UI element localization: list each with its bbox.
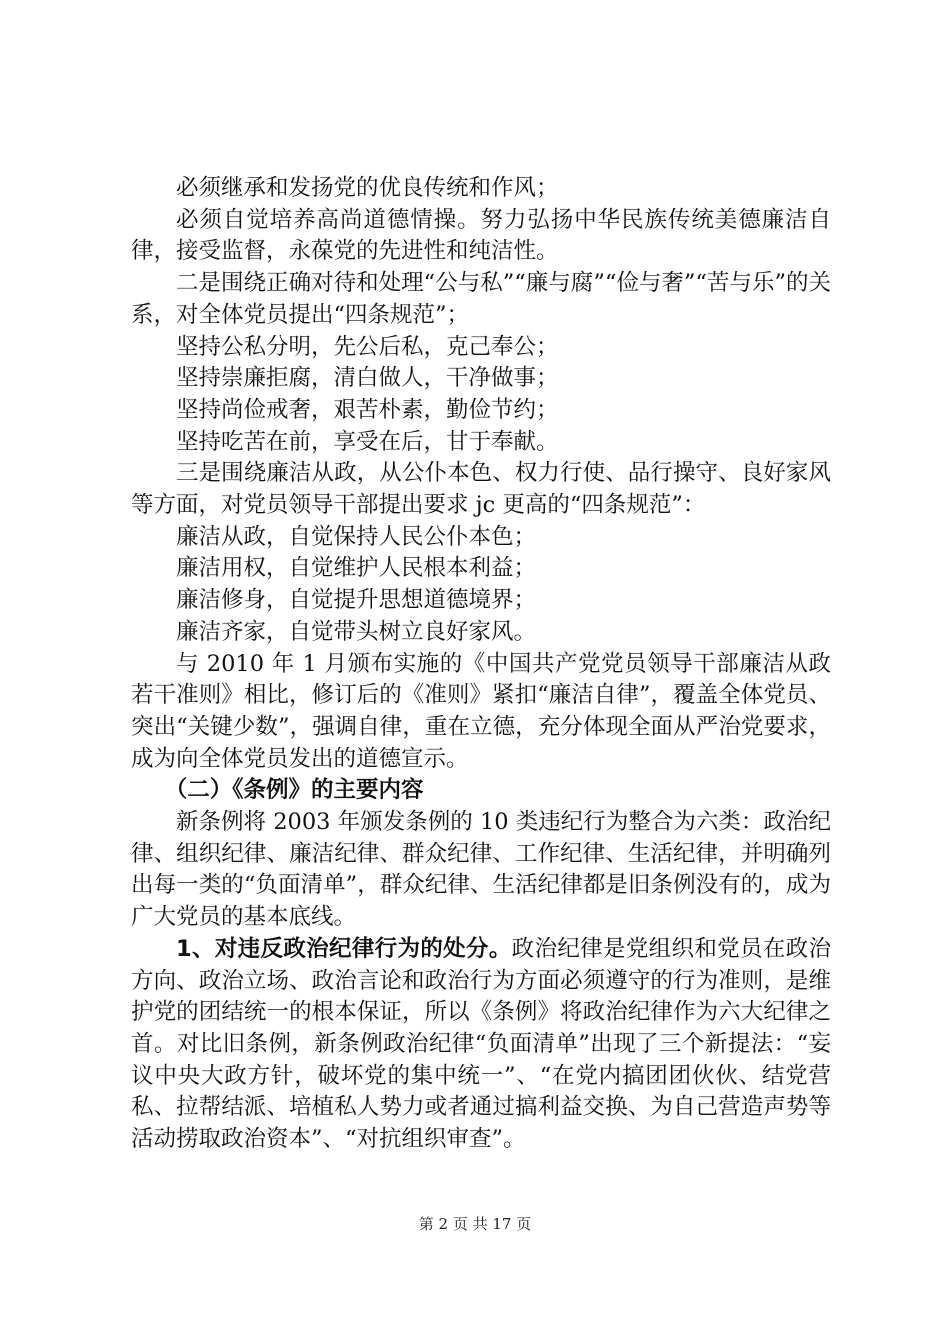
section-heading: （二）《条例》的主要内容 (164, 777, 424, 804)
paragraph: 坚持崇廉拒腐，清白做人，干净做事； (176, 365, 559, 392)
paragraph: 必须自觉培养高尚道德情操。努力弘扬中华民族传统美德廉洁自律，接受监督，永葆党的先进性和纯洁性。 (131, 206, 831, 265)
paragraph: 坚持公私分明，先公后私，克己奉公； (176, 333, 559, 360)
paragraph: 三是围绕廉洁从政，从公仆本色、权力行使、品行操守、良好家风等方面，对党员领导干部提出要求 jc 更高的“四条规范”： (131, 460, 831, 519)
paragraph-lead-bold: 1、对违反政治纪律行为的处分。 (176, 935, 512, 962)
document-body (131, 173, 831, 1156)
paragraph (131, 934, 831, 1156)
paragraph: 与 2010 年 1 月颁布实施的《中国共产党党员领导干部廉洁从政若干准则》相比，修订后的《准则》紧扣“廉洁自律”，覆盖全体党员、突出“关键少数”，强调自律，重在立德，充分体现全面从严治党要求，成为向全体党员发出的道德宣示。 (131, 650, 831, 772)
paragraph: 坚持吃苦在前，享受在后，甘于奉献。 (176, 428, 559, 455)
page-number-footer: 第 2 页 共 17 页 (418, 1215, 532, 1233)
paragraph: 二是围绕正确对待和处理“公与私”“廉与腐”“俭与奢”“苦与乐”的关系，对全体党员提出“四条规范”； (131, 270, 831, 328)
paragraph: 廉洁用权，自觉维护人民根本利益； (176, 555, 537, 582)
paragraph: 廉洁修身，自觉提升思想道德境界； (176, 587, 537, 614)
paragraph: 坚持尚俭戒奢，艰苦朴素，勤俭节约； (176, 396, 559, 423)
paragraph: 廉洁齐家，自觉带头树立良好家风。 (176, 618, 537, 645)
paragraph: 新条例将 2003 年颁发条例的 10 类违纪行为整合为六类：政治纪律、组织纪律、廉洁纪律、群众纪律、工作纪律、生活纪律，并明确列出每一类的“负面清单”，群众纪律、生活纪律都是旧条例没有的，成为广大党员的基本底线。 (131, 809, 831, 931)
paragraph: 廉洁从政，自觉保持人民公仆本色； (176, 523, 537, 550)
paragraph-text: 政治纪律是党组织和党员在政治方向、政治立场、政治言论和政治行为方面必须遵守的行为准则，是维护党的团结统一的根本保证，所以《条例》将政治纪律作为六大纪律之首。对比旧条例，新条例政治纪律“负面清单”出现了三个新提法：“妄议中央大政方针，破坏党的集中统一”、“在党内搞团团伙伙、结党营私、拉帮结派、培植私人势力或者通过搞利益交换、为自己营造声势等活动捞取政治资本”、“对抗组织审查”。 (131, 935, 831, 1153)
paragraph: 必须继承和发扬党的优良传统和作风； (176, 175, 559, 201)
